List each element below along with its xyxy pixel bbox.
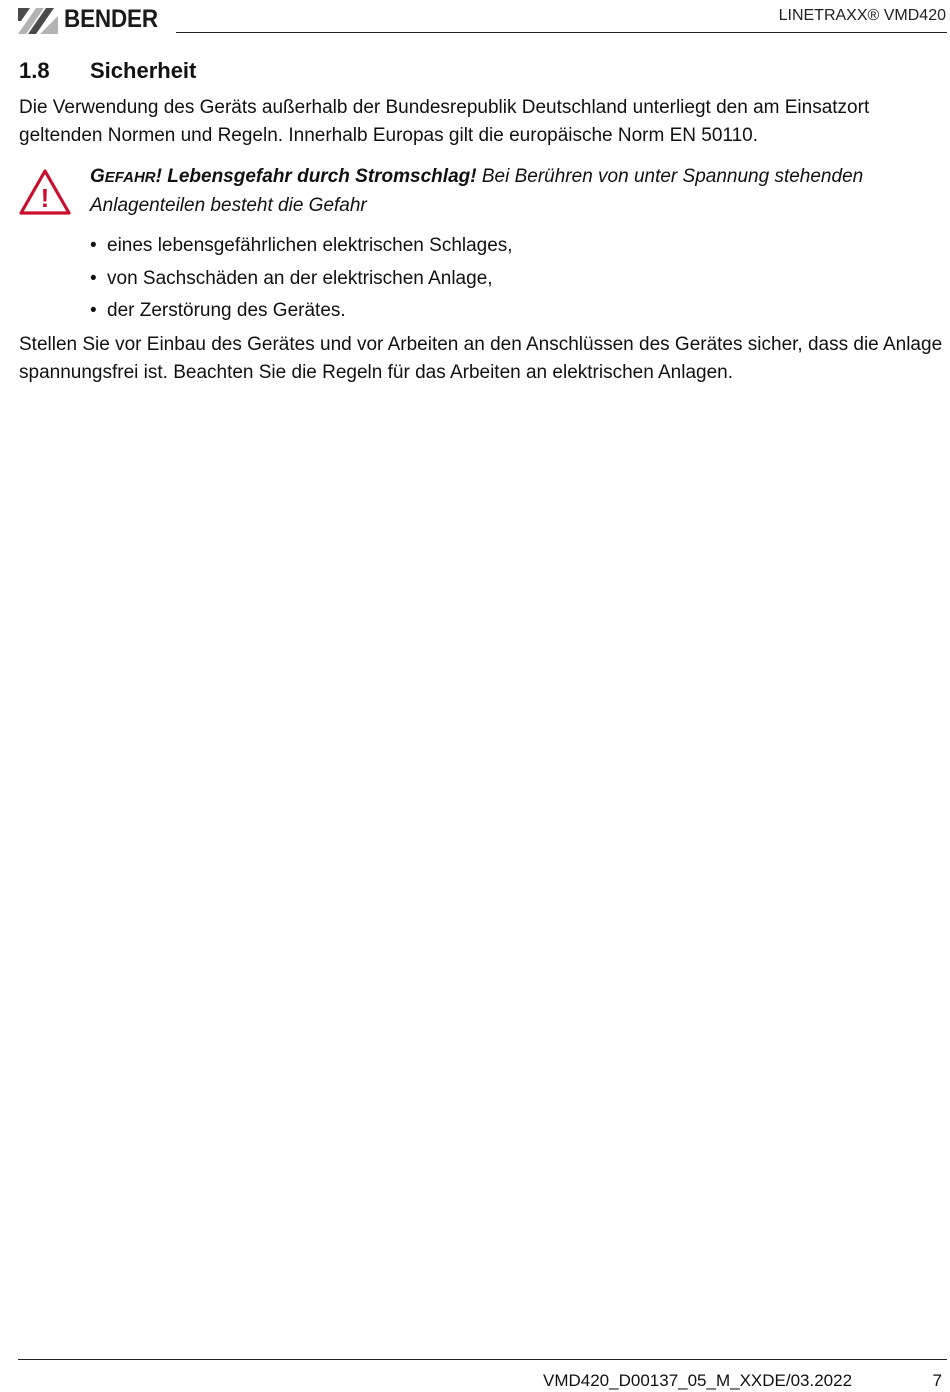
footer-document-id: VMD420_D00137_05_M_XXDE/03.2022: [543, 1371, 853, 1390]
intro-paragraph: Die Verwendung des Geräts außerhalb der Bundesrepublik Deutschland unterliegt den am Einsatzort geltenden Normen und Regeln. Innerhalb Europas gilt die europäische Norm EN 50110.: [19, 97, 870, 146]
header-product-title: LINETRAXX® VMD420: [778, 7, 946, 24]
svg-text:!: !: [40, 183, 50, 213]
section-heading: [19, 58, 196, 84]
warning-label: GEFAHR! Lebensgefahr durch Stromschlag!: [90, 166, 477, 187]
section-title: Sicherheit: [90, 58, 197, 83]
hazard-list: [90, 230, 513, 328]
list-item: • der Zerstörung des Gerätes.: [90, 300, 346, 321]
footer-divider: [18, 1359, 947, 1360]
warning-triangle-icon: [18, 168, 72, 221]
page-number: 7: [932, 1371, 942, 1390]
warning-body: Bei Berühren von unter Spannung stehenden Anlagenteilen besteht die Gefahr: [90, 166, 864, 216]
header-divider: [176, 32, 947, 33]
warning-text: [90, 163, 945, 219]
section-number: 1.8: [19, 58, 50, 83]
bender-logo-icon: [18, 6, 58, 34]
instruction-paragraph: Stellen Sie vor Einbau des Gerätes und vor Arbeiten an den Anschlüssen des Gerätes sicher, dass die Anlage spannungsfrei ist. Beachten Sie die Regeln für das Arbeiten an elektrischen Anlagen.: [19, 334, 943, 383]
logo-wordmark: BENDER: [64, 5, 158, 33]
bender-logo: [18, 5, 168, 34]
list-item: • eines lebensgefährlichen elektrischen Schlages,: [90, 235, 513, 256]
list-item: • von Sachschäden an der elektrischen Anlage,: [90, 267, 493, 289]
